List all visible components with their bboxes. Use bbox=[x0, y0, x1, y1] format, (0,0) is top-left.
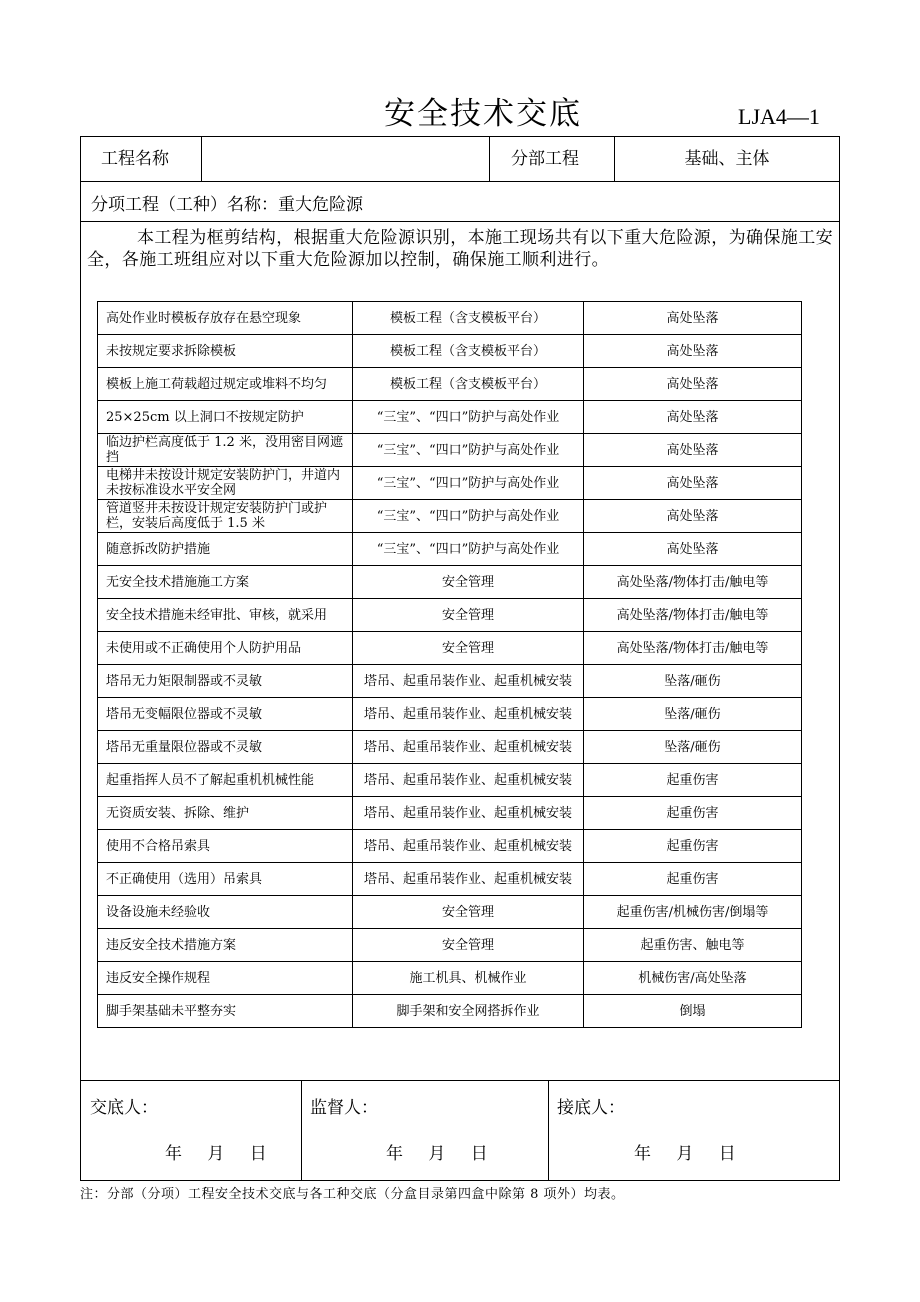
hazard-description: 违反安全技术措施方案 bbox=[98, 929, 353, 962]
disclosure-form bbox=[80, 136, 840, 1181]
hazard-row bbox=[98, 764, 802, 797]
hazard-row bbox=[98, 929, 802, 962]
hazard-row bbox=[98, 500, 802, 533]
hazard-description: 起重指挥人员不了解起重机机械性能 bbox=[98, 764, 353, 797]
discloser-date: 年 月 日 bbox=[165, 1144, 267, 1164]
hazard-description: 塔吊无变幅限位器或不灵敏 bbox=[98, 698, 353, 731]
hazard-risk: 高处坠落/物体打击/触电等 bbox=[584, 632, 802, 665]
receiver-date: 年 月 日 bbox=[634, 1144, 736, 1164]
hazard-risk: 坠落/砸伤 bbox=[584, 731, 802, 764]
division-value: 基础、主体 bbox=[684, 149, 770, 169]
footer-note: 注：分部（分项）工程安全技术交底与各工种交底（分盒目录第四盒中除第 8 项外）均表。 bbox=[80, 1187, 625, 1202]
hazard-description: 脚手架基础未平整夯实 bbox=[98, 995, 353, 1028]
hazard-row bbox=[98, 830, 802, 863]
subitem-label: 分项工程（工种）名称：重大危险源 bbox=[91, 195, 363, 215]
hazard-row bbox=[98, 863, 802, 896]
hazard-risk: 高处坠落/物体打击/触电等 bbox=[584, 566, 802, 599]
hazard-risk: 高处坠落/物体打击/触电等 bbox=[584, 599, 802, 632]
hazard-area: “三宝”、“四口”防护与高处作业 bbox=[353, 401, 584, 434]
supervisor-label: 监督人： bbox=[310, 1098, 378, 1118]
hazard-description: 塔吊无重量限位器或不灵敏 bbox=[98, 731, 353, 764]
hazard-row bbox=[98, 401, 802, 434]
hazard-risk: 起重伤害 bbox=[584, 764, 802, 797]
hazard-description: 未按规定要求拆除模板 bbox=[98, 335, 353, 368]
hazard-row bbox=[98, 797, 802, 830]
hazard-risk: 倒塌 bbox=[584, 995, 802, 1028]
hazard-row bbox=[98, 896, 802, 929]
project-name-label: 工程名称 bbox=[101, 149, 169, 169]
hazard-description: 25×25cm 以上洞口不按规定防护 bbox=[98, 401, 353, 434]
hazard-risk: 坠落/砸伤 bbox=[584, 665, 802, 698]
hazard-risk: 高处坠落 bbox=[584, 500, 802, 533]
hazard-risk: 高处坠落 bbox=[584, 401, 802, 434]
hazard-row bbox=[98, 335, 802, 368]
hazard-description: 安全技术措施未经审批、审核，就采用 bbox=[98, 599, 353, 632]
hazard-area: 塔吊、起重吊装作业、起重机械安装 bbox=[353, 797, 584, 830]
hazard-row bbox=[98, 566, 802, 599]
hazard-area: 安全管理 bbox=[353, 599, 584, 632]
hazard-area: 塔吊、起重吊装作业、起重机械安装 bbox=[353, 863, 584, 896]
hazard-area: 安全管理 bbox=[353, 896, 584, 929]
hazard-description: 电梯井未按设计规定安装防护门，井道内未按标准设水平安全网 bbox=[98, 467, 353, 500]
hazard-risk: 起重伤害/机械伤害/倒塌等 bbox=[584, 896, 802, 929]
hazard-row bbox=[98, 995, 802, 1028]
hazard-row bbox=[98, 599, 802, 632]
hazard-description: 管道竖井未按设计规定安装防护门或护栏，安装后高度低于 1.5 米 bbox=[98, 500, 353, 533]
document-title: 安全技术交底 bbox=[384, 96, 582, 132]
hazard-area: 塔吊、起重吊装作业、起重机械安装 bbox=[353, 698, 584, 731]
intro-paragraph: 本工程为框剪结构，根据重大危险源识别，本施工现场共有以下重大危险源，为确保施工安全，各施工班组应对以下重大危险源加以控制，确保施工顺利进行。 bbox=[87, 228, 833, 270]
receiver-label: 接底人： bbox=[557, 1098, 625, 1118]
hazard-description: 不正确使用（选用）吊索具 bbox=[98, 863, 353, 896]
hazard-risk: 机械伤害/高处坠落 bbox=[584, 962, 802, 995]
hazard-description: 高处作业时模板存放存在悬空现象 bbox=[98, 302, 353, 335]
hazard-area: 施工机具、机械作业 bbox=[353, 962, 584, 995]
hazard-risk: 起重伤害、触电等 bbox=[584, 929, 802, 962]
hazard-risk: 坠落/砸伤 bbox=[584, 698, 802, 731]
hazard-area: 模板工程（含支模板平台） bbox=[353, 368, 584, 401]
hazard-description: 随意拆改防护措施 bbox=[98, 533, 353, 566]
supervisor-date: 年 月 日 bbox=[386, 1144, 488, 1164]
hazard-description: 设备设施未经验收 bbox=[98, 896, 353, 929]
hazard-risk: 高处坠落 bbox=[584, 368, 802, 401]
hazard-risk: 高处坠落 bbox=[584, 434, 802, 467]
hazard-description: 使用不合格吊索具 bbox=[98, 830, 353, 863]
hazard-row bbox=[98, 665, 802, 698]
hazard-row bbox=[98, 434, 802, 467]
hazard-row bbox=[98, 302, 802, 335]
hazard-row bbox=[98, 962, 802, 995]
hazard-description: 违反安全操作规程 bbox=[98, 962, 353, 995]
division-label: 分部工程 bbox=[511, 149, 579, 169]
hazard-description: 无资质安装、拆除、维护 bbox=[98, 797, 353, 830]
hazard-description: 塔吊无力矩限制器或不灵敏 bbox=[98, 665, 353, 698]
hazard-area: 模板工程（含支模板平台） bbox=[353, 335, 584, 368]
discloser-label: 交底人： bbox=[90, 1098, 158, 1118]
hazard-area: 塔吊、起重吊装作业、起重机械安装 bbox=[353, 731, 584, 764]
hazard-area: “三宝”、“四口”防护与高处作业 bbox=[353, 434, 584, 467]
hazard-description: 模板上施工荷载超过规定或堆料不均匀 bbox=[98, 368, 353, 401]
hazard-area: “三宝”、“四口”防护与高处作业 bbox=[353, 500, 584, 533]
hazard-risk: 高处坠落 bbox=[584, 302, 802, 335]
hazard-area: 塔吊、起重吊装作业、起重机械安装 bbox=[353, 764, 584, 797]
hazard-table bbox=[97, 301, 802, 1028]
hazard-description: 临边护栏高度低于 1.2 米，没用密目网遮挡 bbox=[98, 434, 353, 467]
hazard-risk: 起重伤害 bbox=[584, 830, 802, 863]
hazard-area: “三宝”、“四口”防护与高处作业 bbox=[353, 467, 584, 500]
hazard-area: “三宝”、“四口”防护与高处作业 bbox=[353, 533, 584, 566]
hazard-risk: 高处坠落 bbox=[584, 467, 802, 500]
hazard-description: 未使用或不正确使用个人防护用品 bbox=[98, 632, 353, 665]
hazard-area: 脚手架和安全网搭拆作业 bbox=[353, 995, 584, 1028]
hazard-row bbox=[98, 533, 802, 566]
hazard-area: 安全管理 bbox=[353, 566, 584, 599]
hazard-risk: 起重伤害 bbox=[584, 797, 802, 830]
hazard-risk: 起重伤害 bbox=[584, 863, 802, 896]
hazard-area: 安全管理 bbox=[353, 929, 584, 962]
hazard-risk: 高处坠落 bbox=[584, 533, 802, 566]
hazard-area: 塔吊、起重吊装作业、起重机械安装 bbox=[353, 830, 584, 863]
hazard-area: 模板工程（含支模板平台） bbox=[353, 302, 584, 335]
hazard-row bbox=[98, 698, 802, 731]
hazard-row bbox=[98, 731, 802, 764]
document-code: LJA4—1 bbox=[738, 104, 820, 129]
hazard-area: 安全管理 bbox=[353, 632, 584, 665]
hazard-row bbox=[98, 467, 802, 500]
hazard-area: 塔吊、起重吊装作业、起重机械安装 bbox=[353, 665, 584, 698]
hazard-risk: 高处坠落 bbox=[584, 335, 802, 368]
hazard-row bbox=[98, 368, 802, 401]
hazard-description: 无安全技术措施施工方案 bbox=[98, 566, 353, 599]
hazard-row bbox=[98, 632, 802, 665]
